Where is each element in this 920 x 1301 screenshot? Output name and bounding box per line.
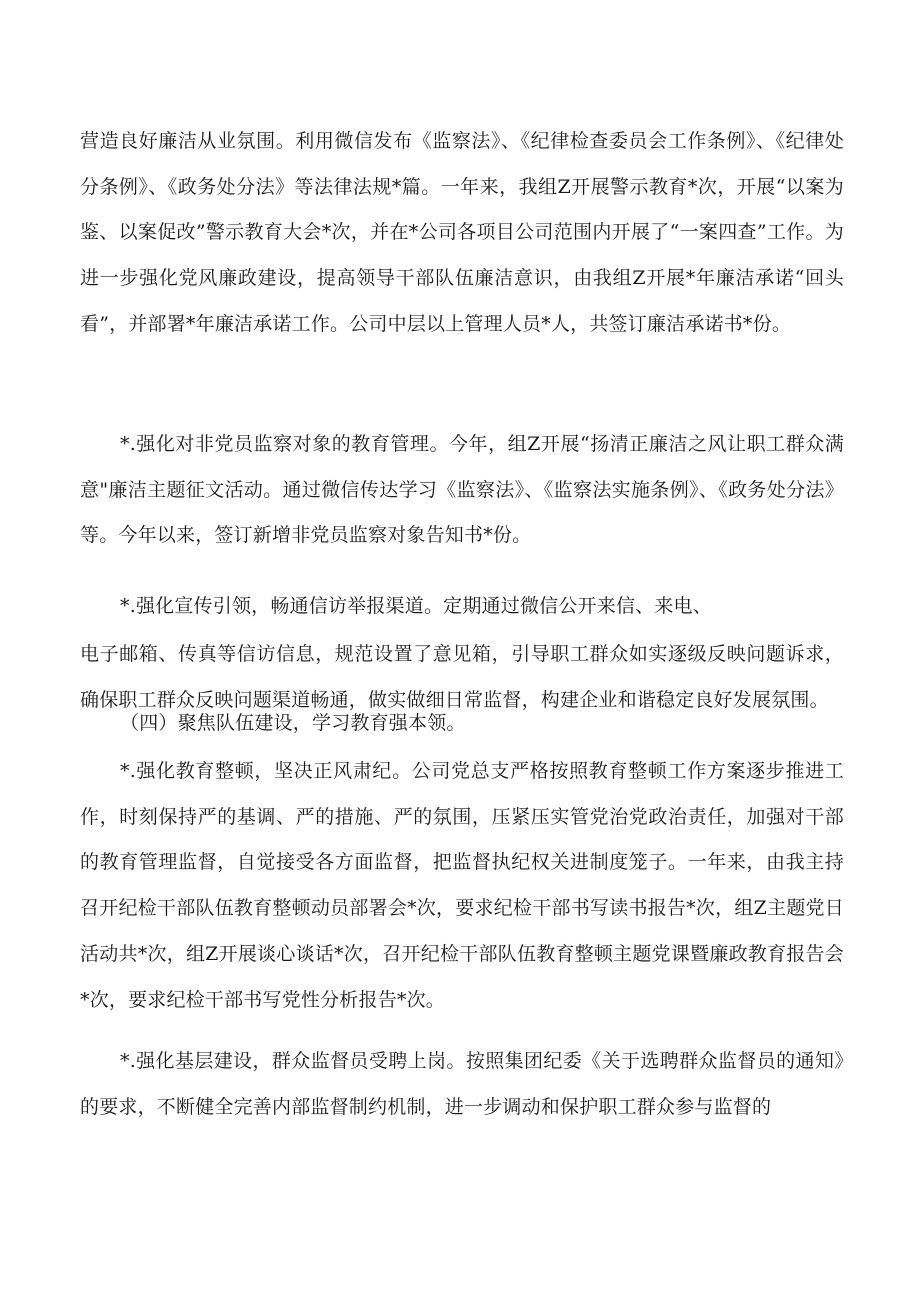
paragraph-integrity-atmosphere: 营造良好廉洁从业氛围。利用微信发布《监察法》、《纪律检查委员会工作条例》、《纪律处分条例》、《政务处分法》等法律法规*篇。一年来，我组Z开展警示教育*次，开展“以案为鉴、以案促改”警示教育大会*次，并在*公司各项目公司范围内开展了“一案四查”工作。为进一步强化党风廉政建设，提高领导干部队伍廉洁意识，由我组Z开展*年廉洁承诺“回头看”，并部署*年廉洁承诺工作。公司中层以上管理人员*人，共签订廉洁承诺书*份。 bbox=[80, 130, 844, 335]
paragraph-non-party-supervision: *.强化对非党员监察对象的教育管理。今年，组Z开展“扬清正廉洁之风让职工群众满意"廉洁主题征文活动。通过微信传达学习《监察法》、《监察法实施条例》、《政务处分法》等。今年以来，签订新增非党员监察对象告知书*份。 bbox=[80, 433, 844, 547]
paragraph-publicity-channels: *.强化宣传引领，畅通信访举报渠道。定期通过微信公开来信、来电、 bbox=[120, 595, 712, 617]
paragraph-education-rectification: *.强化教育整顿，坚决正风肃纪。公司党总支严格按照教育整顿工作方案逐步推进工作，时刻保持严的基调、严的措施、严的氛围，压紧压实管党治党政治责任，加强对干部的教育管理监督，自觉接受各方面监督，把监督执纪权关进制度笼子。一年来，由我主持召开纪检干部队伍教育整顿动员部署会*次，要求纪检干部书写读书报告*次，组Z主题党日活动共*次，组Z开展谈心谈话*次，召开纪检干部队伍教育整顿主题党课暨廉政教育报告会*次，要求纪检干部书写党性分析报告*次。 bbox=[80, 760, 844, 1011]
section-heading-team-building: （四）聚焦队伍建设，学习教育强本领。 bbox=[120, 712, 466, 734]
paragraph-petition-info: 电子邮箱、传真等信访信息，规范设置了意见箱，引导职工群众如实逐级反映问题诉求，确保职工群众反映问题渠道畅通，做实做细日常监督，构建企业和谐稳定良好发展氛围。 bbox=[80, 643, 844, 711]
paragraph-grassroots-building: *.强化基层建设，群众监督员受聘上岗。按照集团纪委《关于选聘群众监督员的通知》的要求，不断健全完善内部监督制约机制，进一步调动和保护职工群众参与监督的 bbox=[80, 1050, 844, 1118]
